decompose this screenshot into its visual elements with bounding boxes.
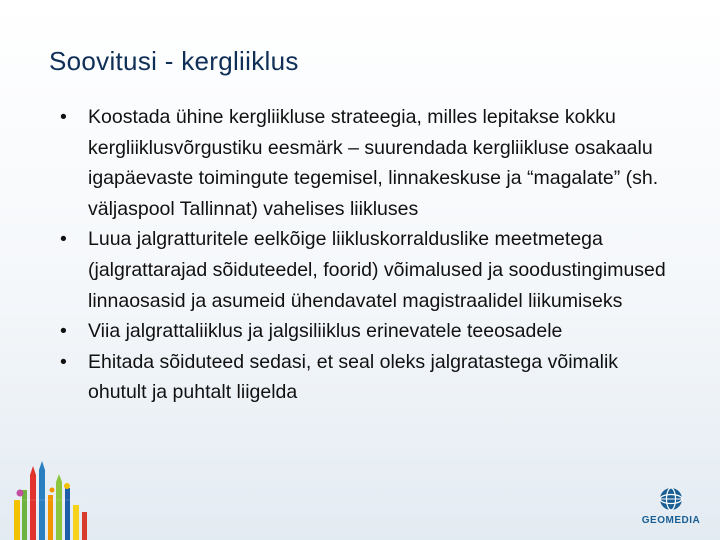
bullet-item: • Viia jalgrattaliiklus ja jalgsiliiklus erinevatele teeosadele [60,316,675,347]
slide-title: Soovitusi - kergliiklus [49,46,299,76]
logo-text: GEOMEDIA [641,515,701,526]
bullet-item: • Ehitada sõiduteed sedasi, et seal oleks jalgratastega võimalik ohutult ja puhtalt liigelda [60,347,675,408]
geomedia-logo [636,485,706,531]
bullet-item: • Luua jalgratturitele eelkõige liikluskorralduslike meetmetega (jalgrattarajad sõiduteedel, foorid) võimalused ja soodustingimused linnaosasid ja asumeid ühendavatel magistraalidel liikumiseks [60,224,675,316]
bullet-list [60,102,675,408]
colored-pencils-icon [0,0,110,540]
globe-icon [636,485,706,515]
bullet-item: • Koostada ühine kergliikluse strateegia, milles lepitakse kokku kergliiklusvõrgustiku eesmärk – suurendada kergliikluse osakaalu igapäevaste toimingute tegemisel, linnakeskuse ja “magalate” (sh. väljaspool Tallinnat) vahelises liikluses [60,102,675,224]
